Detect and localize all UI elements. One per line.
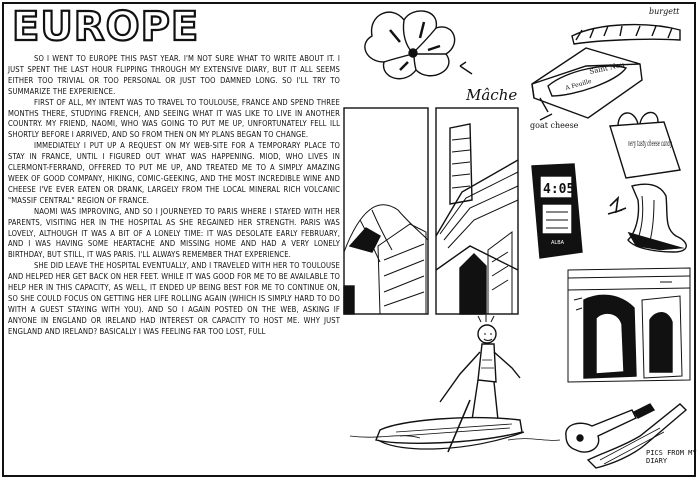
paragraph: SO I WENT TO EUROPE THIS PAST YEAR. I'M NOT SURE WHAT TO WRITE ABOUT IT. I JUST SPENT THE LAST HOUR FLIPPING THROUGH MY EXTENSIVE DIARY, BUT IT ALL SEEMS EITHER TOO TRIVIAL OR TOO PERSONAL OR JUST TOO DAMNED LONG. SO I'LL TRY TO SUMMARIZE THE EXPERIENCE. (8, 54, 340, 96)
paragraph: NAOMI WAS IMPROVING, AND SO I JOURNEYED TO PARIS WHERE I STAYED WITH HER PARENTS, VISITING HER IN THE HOSPITAL AS SHE REGAINED HER STRENGTH. PARIS WAS LOVELY, ALTHOUGH IT WAS A BIT OF A LONELY TIME: IT WAS DESOLATE EARLY FEBRUARY, AND I WAS HAVING SOME HEARTACHE AND MISSING HOME AND HAD A VERY LONELY BIRTHDAY, BUT STILL, IT WAS PARIS. I'LL ALWAYS REMEMBER THAT EXPERIENCE. (8, 206, 340, 260)
paragraph: SHE DID LEAVE THE HOSPITAL EVENTUALLY, AND I TRAVELED WITH HER TO TOULOUSE AND HELPED HER GET BACK ON HER FEET. WHILE IT WAS GOOD FOR ME TO BE AVAILABLE TO HELP HER IN THIS CAPACITY, AS WELL, IT ENDED UP BEING BEST FOR ME TO CONTINUE ON, SO SHE COULD FOCUS ON GETTING HER LIFE ROLLING AGAIN (WHICH IS SIMPLY HARD TO DO WITH A GUEST STAYING WITH YOU). AND SO I AGAIN POSTED ON THE WEB, ASKING IF ANYONE IN ENGLAND OR IRELAND HAD INTEREST OR CAPACITY TO HOST ME. WHY JUST ENGLAND AND IRELAND? BASICALLY I WAS FEELING FAR TOO LOST, FULL (8, 261, 340, 336)
page-title: EUROPE (12, 4, 198, 50)
label-cheese-box: Saint Nou (588, 60, 626, 76)
stump-sketch (608, 184, 686, 252)
paragraph: FIRST OF ALL, MY INTENT WAS TO TRAVEL TO TOULOUSE, FRANCE AND SPEND THREE MONTHS THERE, STUDYING FRENCH, AND SEEING WHAT IT WAS LIKE TO LIVE IN ANOTHER COUNTRY. MY FRIEND, NAOMI, WHO WAS GOING TO PUT ME UP, UNFORTUNATELY FELL ILL SHORTLY BEFORE I ARRIVED, AND SO FROM THEN ON MY PLANS BEGAN TO CHANGE. (8, 97, 340, 140)
clock-display: 4:05 (543, 182, 575, 197)
paragraph: IMMEDIATELY I PUT UP A REQUEST ON MY WEB-SITE FOR A TEMPORARY PLACE TO STAY IN FRANCE, UNTIL I FIGURED OUT WHAT WAS HAPPENING. MIOD, WHO LIVES IN CLERMONT-FERRAND, OFFERED TO PUT ME UP, AND TREATED ME TO A SIMPLY AMAZING WEEK OF GOOD COMPANY, HIKING, COMIC-GEEKING, AND THE MOST INCREDIBLE WINE AND CHEESE I'VE EVER EATEN OR DRANK, LARGELY FROM THE LOCAL MINERAL RICH VOLCANIC "MASSIF CENTRAL" REGION OF FRANCE. (8, 141, 340, 205)
building-panel-right (436, 108, 518, 314)
clock-brand: ALBA (551, 240, 565, 246)
label-cheese-sub: A Feuille (564, 77, 593, 92)
person-boat-sketch (350, 315, 560, 452)
cake-slice-sketch (572, 25, 680, 44)
caption-pics-from-diary: PICS FROM MY DIARY (646, 449, 697, 465)
label-goat-cheese: goat cheese (530, 121, 579, 130)
signature: burgett (649, 7, 680, 16)
alarm-clock-sketch (532, 164, 582, 258)
ruins-sketch (568, 268, 690, 382)
label-candy-bag: very tasty cheese candy (628, 139, 673, 148)
flower-sketch (365, 11, 517, 104)
label-mache: Mâche (466, 86, 518, 104)
candy-bag-sketch (610, 112, 680, 178)
building-panel-left (344, 108, 428, 314)
cheese-box-sketch (530, 48, 642, 130)
